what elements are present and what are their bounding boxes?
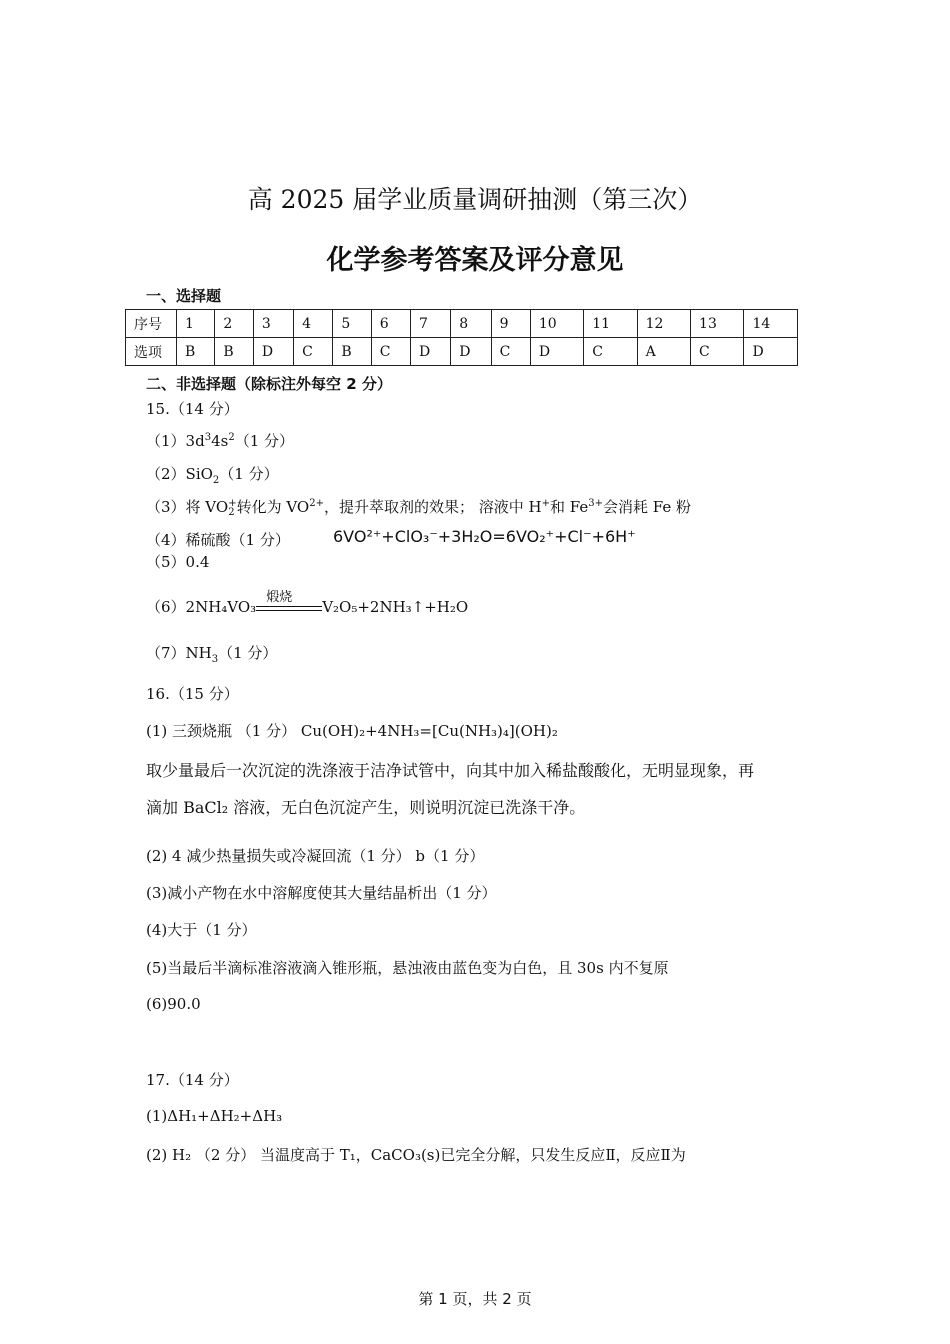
table-cell: 4 <box>294 310 333 338</box>
table-cell: B <box>177 338 215 366</box>
q16-answer-6: (6)90.0 <box>146 995 201 1013</box>
q16-answer-1-line2: 取少量最后一次沉淀的洗涤液于洁净试管中，向其中加入稀盐酸酸化，无明显现象，再 <box>146 761 755 780</box>
table-cell: D <box>530 338 583 366</box>
table-cell: 2 <box>215 310 253 338</box>
table-cell: C <box>491 338 530 366</box>
table-cell: 10 <box>530 310 583 338</box>
table-cell: C <box>371 338 410 366</box>
table-row-numbers <box>126 310 798 338</box>
superscript: 2 <box>228 432 235 443</box>
text: （1）3d <box>146 432 205 450</box>
table-cell: 3 <box>253 310 293 338</box>
table-cell: A <box>637 338 690 366</box>
table-cell: 1 <box>177 310 215 338</box>
table-cell: 11 <box>584 310 637 338</box>
q15-answer-4: （4）稀硫酸（1 分） <box>146 531 290 549</box>
q15-answer-7 <box>146 642 277 665</box>
equal-line <box>256 606 322 607</box>
table-cell: 12 <box>637 310 690 338</box>
table-cell: D <box>744 338 798 366</box>
text: （2）SiO <box>146 465 213 483</box>
superscript: 3 <box>204 432 212 443</box>
table-cell: 5 <box>333 310 371 338</box>
superscript: + <box>541 498 550 509</box>
text: （3）将 VO <box>146 498 229 516</box>
answer-table <box>125 309 798 366</box>
text: 和 Fe <box>549 498 589 516</box>
row-label-number: 序号 <box>126 310 177 338</box>
subscript: 3 <box>211 654 219 665</box>
text: （6）2NH₄VO₃ <box>146 598 257 616</box>
q16-answer-2: (2) 4 减少热量损失或冷凝回流（1 分） b（1 分） <box>146 847 485 865</box>
text: （1 分） <box>219 465 279 483</box>
q17-header: 17.（14 分） <box>146 1071 239 1089</box>
q16-answer-3: (3)减小产物在水中溶解度使其大量结晶析出（1 分） <box>146 884 497 902</box>
page-footer: 第 1 页，共 2 页 <box>418 1290 532 1308</box>
table-cell: B <box>215 338 253 366</box>
q15-answer-3 <box>146 496 691 517</box>
text: ，提升萃取剂的效果； 溶液中 H <box>323 498 542 516</box>
q15-answer-1 <box>146 430 294 451</box>
table-cell: C <box>691 338 744 366</box>
q15-header: 15.（14 分） <box>146 400 239 418</box>
text: V₂O₅+2NH₃↑+H₂O <box>322 598 469 616</box>
equal-line <box>256 610 322 611</box>
table-row-answers <box>126 338 798 366</box>
text: （1 分） <box>234 432 295 450</box>
q17-answer-1: (1)ΔH₁+ΔH₂+ΔH₃ <box>146 1107 283 1125</box>
table-cell: C <box>294 338 333 366</box>
table-cell: D <box>451 338 491 366</box>
q15-ion-equation: 6VO²⁺+ClO₃⁻+3H₂O=6VO₂⁺+Cl⁻+6H⁺ <box>333 527 636 546</box>
table-cell: C <box>584 338 637 366</box>
text: 4s <box>211 432 229 450</box>
table-cell: B <box>333 338 371 366</box>
section-nonchoice-heading: 二、非选择题（除标注外每空 2 分） <box>146 375 392 393</box>
row-label-answer: 选项 <box>126 338 177 366</box>
q15-answer-2 <box>146 463 279 486</box>
table-cell: D <box>253 338 293 366</box>
q16-answer-4: (4)大于（1 分） <box>146 921 257 939</box>
text: （1 分） <box>218 644 278 662</box>
table-cell: D <box>411 338 451 366</box>
reaction-condition-arrow <box>256 590 322 618</box>
superscript: + <box>228 498 237 509</box>
text: 转化为 VO <box>236 498 310 516</box>
q15-answer-6 <box>146 590 469 618</box>
table-cell: 13 <box>691 310 744 338</box>
q16-answer-1-line3: 滴加 BaCl₂ 溶液，无白色沉淀产生，则说明沉淀已洗涤干净。 <box>146 798 586 817</box>
superscript: 2+ <box>309 498 324 509</box>
q16-header: 16.（15 分） <box>146 685 239 703</box>
document-title: 高 2025 届学业质量调研抽测（第三次） <box>247 185 703 214</box>
q17-answer-2: (2) H₂ （2 分） 当温度高于 T₁，CaCO₃(s)已完全分解，只发生反应Ⅱ，反应Ⅱ为 <box>146 1146 686 1164</box>
q16-answer-1: (1) 三颈烧瓶 （1 分） Cu(OH)₂+4NH₃=[Cu(NH₃)₄](OH)₂ <box>146 722 558 740</box>
q15-answer-5: （5）0.4 <box>146 553 210 571</box>
table-cell: 14 <box>744 310 798 338</box>
subscript: 2 <box>228 507 235 518</box>
table-cell: 9 <box>491 310 530 338</box>
reaction-condition-text: 煅烧 <box>266 590 293 605</box>
section-choice-heading: 一、选择题 <box>146 287 222 305</box>
table-cell: 8 <box>451 310 491 338</box>
q16-answer-5: (5)当最后半滴标准溶液滴入锥形瓶，悬浊液由蓝色变为白色，且 30s 内不复原 <box>146 959 669 977</box>
subscript: 2 <box>212 475 220 486</box>
table-cell: 7 <box>411 310 451 338</box>
superscript: 3+ <box>588 498 603 509</box>
document-subtitle: 化学参考答案及评分意见 <box>326 245 624 276</box>
text: 会消耗 Fe 粉 <box>602 498 691 516</box>
table-cell: 6 <box>371 310 410 338</box>
text: （7）NH <box>146 644 212 662</box>
